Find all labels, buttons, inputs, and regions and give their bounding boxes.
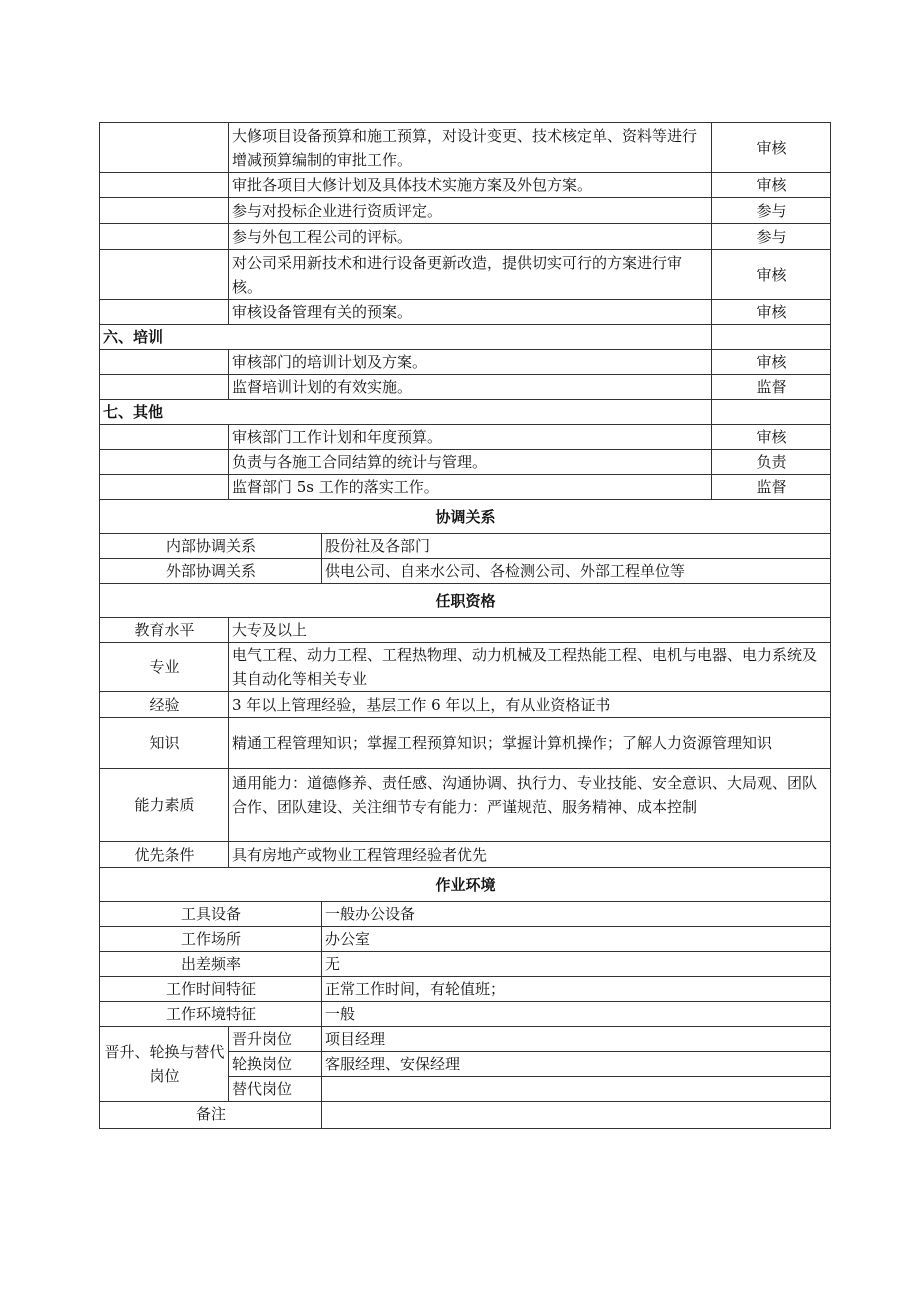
environment-header: [100, 868, 831, 902]
remarks-value: [322, 1102, 831, 1129]
qualification-label: 专业: [100, 643, 229, 692]
promotion-group-label: 晋升、轮换与替代岗位: [100, 1027, 229, 1102]
duty-row: [100, 123, 831, 173]
section-heading-training: [100, 325, 831, 350]
qualifications-header: [100, 584, 831, 618]
duty-task: 对公司采用新技术和进行设备更新改造，提供切实可行的方案进行审核。: [229, 250, 712, 300]
environment-label: 工作时间特征: [100, 977, 322, 1002]
qualification-label: 知识: [100, 718, 229, 769]
duty-task: 参与对投标企业进行资质评定。: [229, 198, 712, 224]
environment-row: [100, 902, 831, 927]
qualification-value: 电气工程、动力工程、工程热物理、动力机械及工程热能工程、电机与电器、电力系统及其自动化等相关专业: [229, 643, 831, 692]
duty-role: 审核: [712, 425, 831, 450]
duty-task: 监督培训计划的有效实施。: [229, 375, 712, 400]
environment-label: 工作环境特征: [100, 1002, 322, 1027]
promotion-value: 客服经理、安保经理: [322, 1052, 831, 1077]
duty-row: [100, 300, 831, 325]
qualification-value: 精通工程管理知识；掌握工程预算知识；掌握计算机操作；了解人力资源管理知识: [229, 718, 831, 769]
remarks-label: 备注: [100, 1102, 322, 1129]
remarks-row: [100, 1102, 831, 1129]
environment-row: [100, 1002, 831, 1027]
external-coordination-value: 供电公司、自来水公司、各检测公司、外部工程单位等: [322, 559, 831, 584]
duty-role: 参与: [712, 198, 831, 224]
section-title: 七、其他: [100, 400, 712, 425]
duty-row: [100, 224, 831, 250]
environment-row: [100, 952, 831, 977]
section-title: 六、培训: [100, 325, 712, 350]
duty-row: [100, 198, 831, 224]
duty-row: [100, 173, 831, 198]
coordination-header: [100, 500, 831, 534]
duty-role: 负责: [712, 450, 831, 475]
qualification-label: 优先条件: [100, 842, 229, 868]
environment-title: 作业环境: [100, 868, 831, 902]
duty-role: 参与: [712, 224, 831, 250]
duty-task: 审批各项目大修计划及具体技术实施方案及外包方案。: [229, 173, 712, 198]
duty-task: 参与外包工程公司的评标。: [229, 224, 712, 250]
environment-value: 办公室: [322, 927, 831, 952]
duty-task: 审核设备管理有关的预案。: [229, 300, 712, 325]
section-heading-other: [100, 400, 831, 425]
environment-label: 工作场所: [100, 927, 322, 952]
qualification-row: [100, 643, 831, 692]
duty-role: 监督: [712, 375, 831, 400]
duty-row: [100, 425, 831, 450]
duty-role: 审核: [712, 123, 831, 173]
job-description-page: [99, 122, 830, 1129]
duty-row: [100, 375, 831, 400]
qualification-value: 大专及以上: [229, 618, 831, 643]
promotion-label: 晋升岗位: [229, 1027, 322, 1052]
environment-value: 无: [322, 952, 831, 977]
promotion-value: [322, 1077, 831, 1102]
coordination-row: [100, 559, 831, 584]
qualification-label: 教育水平: [100, 618, 229, 643]
duty-role: 监督: [712, 475, 831, 500]
duty-role: 审核: [712, 250, 831, 300]
duty-task: 审核部门的培训计划及方案。: [229, 350, 712, 375]
duty-task: 大修项目设备预算和施工预算，对设计变更、技术核定单、资料等进行增减预算编制的审批工作。: [229, 123, 712, 173]
qualification-label: 经验: [100, 692, 229, 718]
duty-row: [100, 250, 831, 300]
external-coordination-label: 外部协调关系: [100, 559, 322, 584]
internal-coordination-value: 股份社及各部门: [322, 534, 831, 559]
duty-task: 负责与各施工合同结算的统计与管理。: [229, 450, 712, 475]
environment-value: 一般办公设备: [322, 902, 831, 927]
environment-row: [100, 927, 831, 952]
duty-role: 审核: [712, 350, 831, 375]
qualification-label: 能力素质: [100, 769, 229, 842]
qualification-row: [100, 718, 831, 769]
environment-row: [100, 977, 831, 1002]
qualification-row: [100, 769, 831, 842]
duty-task: 审核部门工作计划和年度预算。: [229, 425, 712, 450]
qualification-row: [100, 618, 831, 643]
promotion-value: 项目经理: [322, 1027, 831, 1052]
coordination-row: [100, 534, 831, 559]
environment-label: 工具设备: [100, 902, 322, 927]
qualifications-title: 任职资格: [100, 584, 831, 618]
qualification-value: 3 年以上管理经验，基层工作 6 年以上，有从业资格证书: [229, 692, 831, 718]
duty-task: 监督部门 5s 工作的落实工作。: [229, 475, 712, 500]
internal-coordination-label: 内部协调关系: [100, 534, 322, 559]
promotion-label: 轮换岗位: [229, 1052, 322, 1077]
qualification-value: 具有房地产或物业工程管理经验者优先: [229, 842, 831, 868]
coordination-title: 协调关系: [100, 500, 831, 534]
duty-row: [100, 450, 831, 475]
duty-role: 审核: [712, 173, 831, 198]
job-description-table: [99, 122, 831, 1129]
environment-value: 一般: [322, 1002, 831, 1027]
environment-value: 正常工作时间，有轮值班；: [322, 977, 831, 1002]
duty-row: [100, 475, 831, 500]
qualification-row: [100, 692, 831, 718]
qualification-row: [100, 842, 831, 868]
qualification-value: 通用能力：道德修养、责任感、沟通协调、执行力、专业技能、安全意识、大局观、团队合作、团队建设、关注细节专有能力：严谨规范、服务精神、成本控制: [229, 769, 831, 842]
promotion-label: 替代岗位: [229, 1077, 322, 1102]
duty-row: [100, 350, 831, 375]
environment-label: 出差频率: [100, 952, 322, 977]
duty-role: 审核: [712, 300, 831, 325]
promotion-row: [100, 1027, 831, 1052]
